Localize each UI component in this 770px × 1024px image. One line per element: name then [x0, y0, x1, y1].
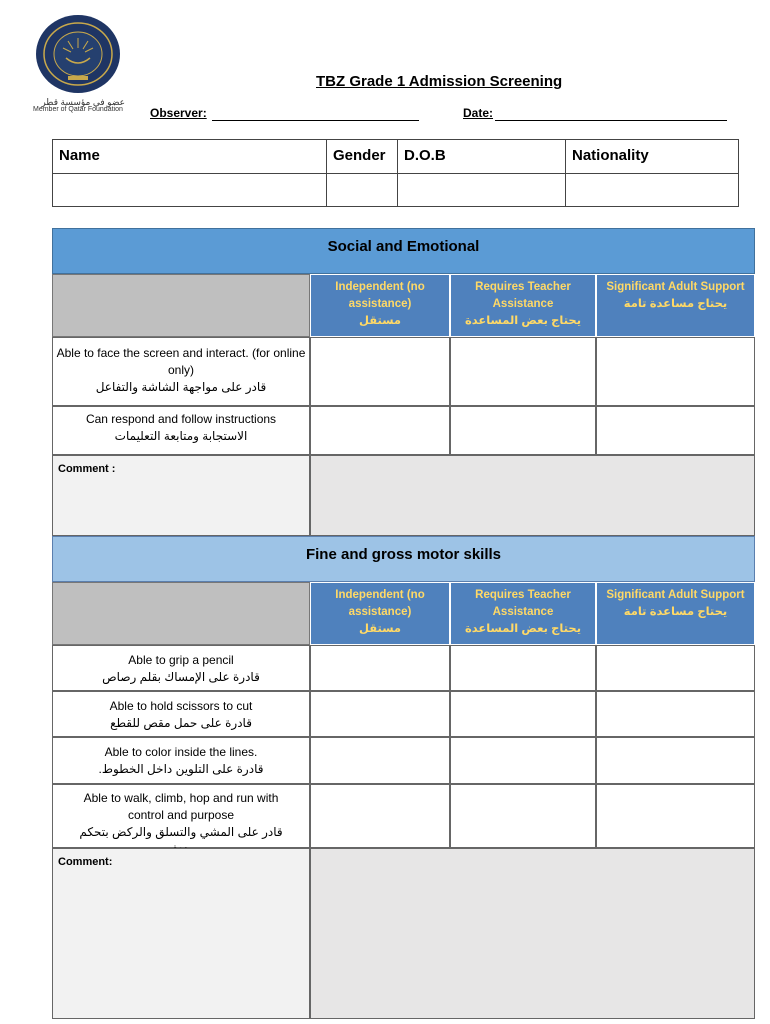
- skill-label: [52, 337, 310, 406]
- social-col-adult: [596, 274, 755, 337]
- gender-input[interactable]: [328, 174, 398, 206]
- col-adult-en: Significant Adult Support: [606, 281, 745, 293]
- skill-ar: الاستجابة ومتابعة التعليمات: [114, 429, 248, 443]
- rating-teacher[interactable]: [450, 406, 596, 455]
- name-header: Name: [59, 147, 100, 164]
- social-col-teacher: [450, 274, 596, 337]
- rating-adult[interactable]: [596, 691, 755, 737]
- rating-teacher[interactable]: [450, 337, 596, 406]
- skill-ar: قادرة على التلوين داخل الخطوط.: [98, 762, 264, 776]
- motor-comment-field[interactable]: [310, 848, 755, 1019]
- col-independent-en: Independent (no assistance): [335, 281, 425, 310]
- col-teacher-ar: يحتاج بعض المساعدة: [464, 623, 582, 635]
- social-col-independent: [310, 274, 450, 337]
- nationality-input[interactable]: [567, 174, 738, 206]
- table-row: [52, 737, 755, 784]
- rating-adult[interactable]: [596, 337, 755, 406]
- skill-ar: قادرة على الإمساك بقلم رصاص: [102, 670, 260, 684]
- table-row: [52, 784, 755, 848]
- rating-independent[interactable]: [310, 406, 450, 455]
- gender-header: Gender: [333, 147, 386, 164]
- motor-skills-title: Fine and gross motor skills: [52, 536, 755, 582]
- col-teacher-en: Requires Teacher Assistance: [475, 281, 571, 310]
- rating-independent[interactable]: [310, 645, 450, 691]
- col-independent-ar: مستقل: [358, 623, 402, 635]
- table-row: [52, 645, 755, 691]
- dob-header: D.O.B: [404, 147, 446, 164]
- rating-adult[interactable]: [596, 784, 755, 848]
- student-info-table: [52, 139, 739, 207]
- observer-label: [150, 106, 207, 120]
- skill-en: Able to grip a pencil: [128, 653, 234, 667]
- table-row: [52, 337, 755, 406]
- rating-adult[interactable]: [596, 737, 755, 784]
- rating-independent[interactable]: [310, 784, 450, 848]
- social-comment-field[interactable]: [310, 455, 755, 536]
- skill-label: [52, 645, 310, 691]
- name-input[interactable]: [53, 174, 327, 206]
- col-adult-ar: يحتاج مساعدة تامة: [623, 298, 728, 310]
- date-label: Date:: [463, 106, 494, 120]
- school-seal-icon: [35, 14, 121, 94]
- skill-ar: قادرة على حمل مقص للقطع: [110, 716, 252, 730]
- col-adult-en: Significant Adult Support: [606, 589, 745, 601]
- skill-en: Can respond and follow instructions: [85, 412, 277, 426]
- social-comment-label: Comment :: [52, 455, 310, 536]
- skill-en: Able to hold scissors to cut: [109, 699, 253, 713]
- rating-independent[interactable]: [310, 691, 450, 737]
- page-title: TBZ Grade 1 Admission Screening: [316, 73, 563, 90]
- rating-adult[interactable]: [596, 406, 755, 455]
- school-logo: [33, 14, 123, 94]
- rating-teacher[interactable]: [450, 645, 596, 691]
- motor-col-adult: [596, 582, 755, 645]
- observer-label-text: Observer:: [150, 106, 207, 120]
- rating-teacher[interactable]: [450, 737, 596, 784]
- table-row: [52, 406, 755, 455]
- rating-teacher[interactable]: [450, 691, 596, 737]
- skill-ar: قادر على المشي والتسلق والركض بتحكم: [79, 825, 283, 839]
- skill-label: [52, 784, 310, 848]
- date-field[interactable]: [495, 120, 727, 121]
- skill-label: [52, 691, 310, 737]
- skill-label: [52, 406, 310, 455]
- logo-english-tagline: Member of Qatar Foundation: [33, 106, 123, 113]
- col-adult-ar: يحتاج مساعدة تامة: [623, 606, 728, 618]
- skill-ar: قادر على مواجهة الشاشة والتفاعل: [95, 380, 267, 394]
- skill-en: Able to walk, climb, hop and run with control and purpose: [83, 791, 279, 822]
- motor-col-independent: [310, 582, 450, 645]
- nationality-header: Nationality: [572, 147, 649, 164]
- rating-teacher[interactable]: [450, 784, 596, 848]
- motor-comment-label: Comment:: [52, 848, 310, 1019]
- social-emotional-title: Social and Emotional: [52, 228, 755, 274]
- rating-independent[interactable]: [310, 737, 450, 784]
- social-blank-header: [52, 274, 310, 337]
- rating-adult[interactable]: [596, 645, 755, 691]
- skill-label: [52, 737, 310, 784]
- logo-arabic-tagline: عضو في مؤسسة قطر: [41, 97, 125, 107]
- observer-field[interactable]: [212, 120, 419, 121]
- motor-col-teacher: [450, 582, 596, 645]
- col-teacher-ar: يحتاج بعض المساعدة: [464, 315, 582, 327]
- dob-input[interactable]: [399, 174, 566, 206]
- table-row: [52, 691, 755, 737]
- col-teacher-en: Requires Teacher Assistance: [475, 589, 571, 618]
- skill-en: Able to face the screen and interact. (for online only): [56, 346, 306, 377]
- col-independent-en: Independent (no assistance): [335, 589, 425, 618]
- skill-en: Able to color inside the lines.: [104, 745, 258, 759]
- motor-blank-header: [52, 582, 310, 645]
- rating-independent[interactable]: [310, 337, 450, 406]
- col-independent-ar: مستقل: [358, 315, 402, 327]
